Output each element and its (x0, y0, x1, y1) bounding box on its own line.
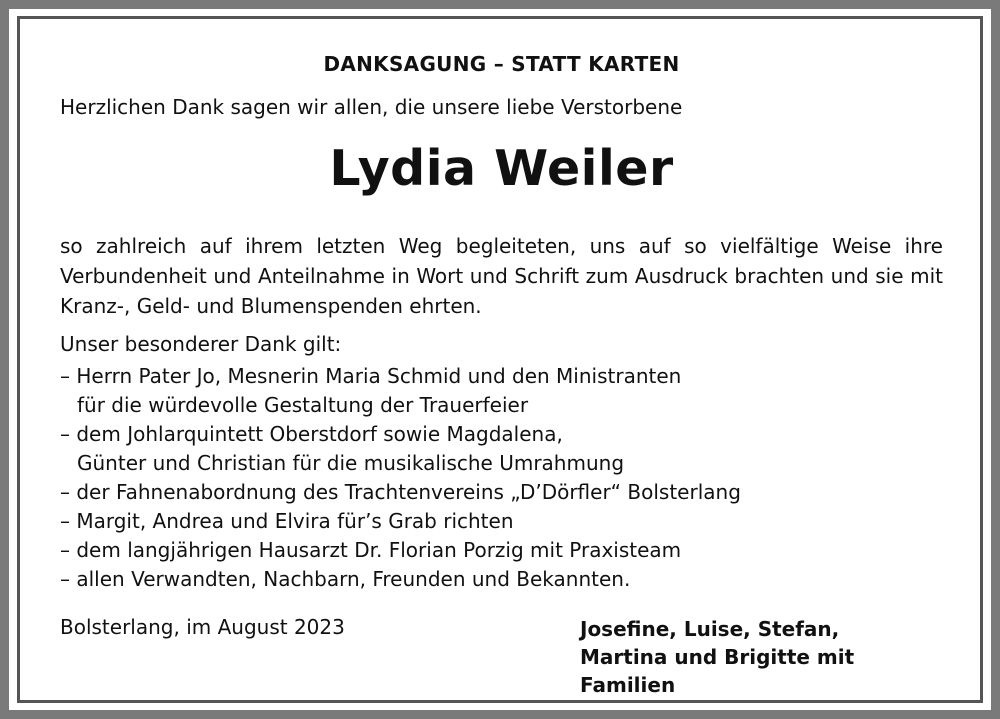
list-item-continuation: für die würdevolle Gestaltung der Trauerfeier (77, 393, 529, 417)
signers-line-1: Josefine, Luise, Stefan, (580, 617, 840, 641)
special-thanks-list (60, 362, 943, 594)
list-item (60, 565, 943, 594)
list-item-line: – Margit, Andrea und Elvira für’s Grab richten (60, 509, 514, 533)
list-item-line: – allen Verwandten, Nachbarn, Freunden und Bekannten. (60, 567, 631, 591)
signers-line-2: Martina und Brigitte mit Familien (580, 645, 855, 697)
intro-text: Herzlichen Dank sagen wir allen, die unsere liebe Verstorbene (60, 95, 683, 119)
signers (580, 615, 943, 699)
list-item-line: – Herrn Pater Jo, Mesnerin Maria Schmid und den Ministranten (60, 364, 682, 388)
list-item (60, 362, 943, 420)
list-item (60, 507, 943, 536)
list-item (60, 478, 943, 507)
place-and-date: Bolsterlang, im August 2023 (60, 615, 345, 639)
list-item-continuation: Günter und Christian für die musikalische Umrahmung (77, 451, 625, 475)
special-thanks-intro: Unser besonderer Dank gilt: (60, 332, 342, 356)
deceased-name: Lydia Weiler (329, 140, 674, 197)
thanks-paragraph: so zahlreich auf ihrem letzten Weg begleiteten, uns auf so vielfältige Weise ihre Verbundenheit und Anteilnahme in Wort und Schrift zum Ausdruck brachten und sie mit Kranz-, Geld- und Blumenspenden ehrten. (60, 234, 943, 318)
list-item-line: – der Fahnenabordnung des Trachtenvereins „D’Dörfler“ Bolsterlang (60, 480, 741, 504)
list-item-line: – dem Johlarquintett Oberstdorf sowie Magdalena, (60, 422, 563, 446)
list-item-line: – dem langjährigen Hausarzt Dr. Florian Porzig mit Praxisteam (60, 538, 682, 562)
list-item (60, 420, 943, 478)
notice-content (60, 0, 943, 719)
notice-heading: DANKSAGUNG – STATT KARTEN (323, 52, 680, 76)
list-item (60, 536, 943, 565)
